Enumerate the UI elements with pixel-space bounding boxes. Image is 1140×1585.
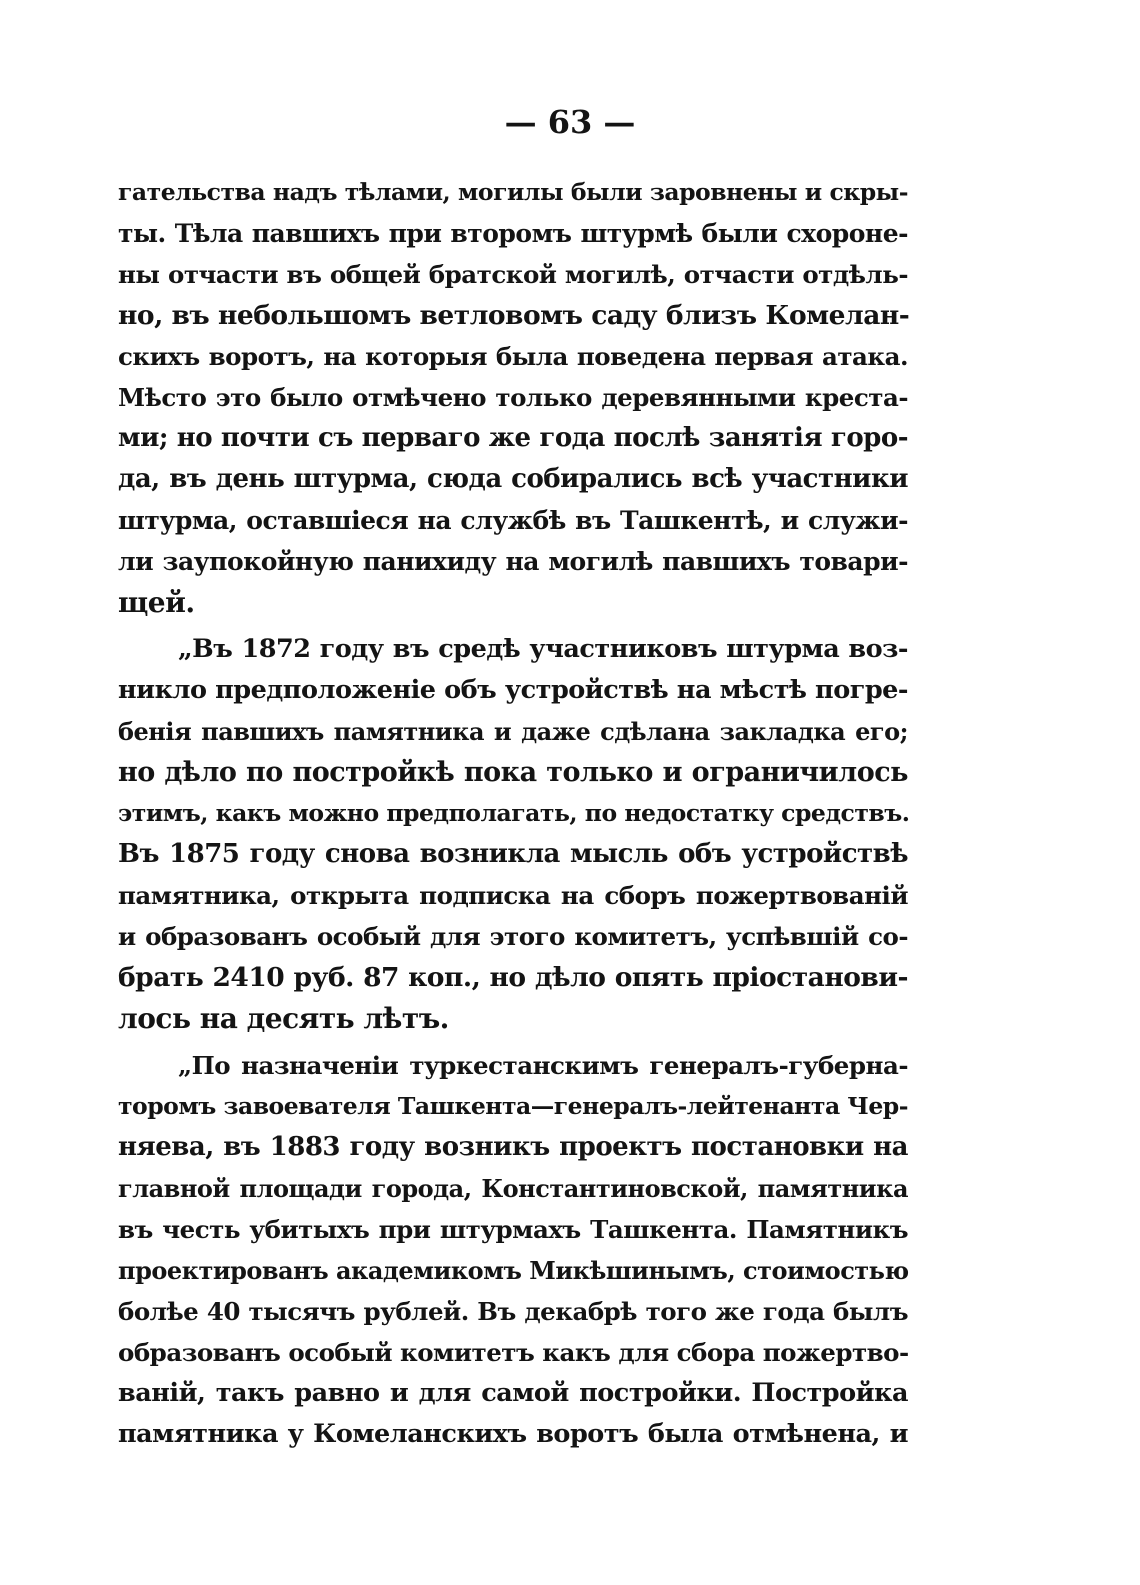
text-line: ты. Тѣла павшихъ при второмъ штурмѣ были схороне- [118, 219, 908, 248]
page-number: — 63 — [504, 103, 636, 141]
text-line: щей. [118, 586, 195, 619]
text-line: да, въ день штурма, сюда собирались всѣ участники [118, 464, 908, 494]
text-line: торомъ завоевателя Ташкента—генералъ-лейтенанта Чер- [118, 1092, 908, 1120]
text-line: Въ 1875 году снова возникла мысль объ устройствѣ [118, 839, 908, 869]
page-text [118, 172, 908, 1455]
text-line: этимъ, какъ можно предполагать, по недостатку средствъ. [118, 799, 910, 827]
text-line: но дѣло по постройкѣ пока только и ограничилось [118, 757, 908, 788]
paragraph-1 [118, 172, 908, 623]
text-line: никло предположеніе объ устройствѣ на мѣстѣ погре- [118, 675, 908, 705]
text-line: но, въ небольшомъ ветловомъ саду близъ Комелан- [118, 300, 910, 331]
text-line: „По назначеніи туркестанскимъ генералъ-губерна- [178, 1051, 908, 1080]
text-line: болѣе 40 тысячъ рублей. Въ декабрѣ того же года былъ [118, 1297, 908, 1326]
text-line: „Въ 1872 году въ средѣ участниковъ штурма воз- [178, 634, 908, 664]
text-line: главной площади города, Константиновской, памятника [118, 1174, 908, 1203]
text-line: образованъ особый комитетъ какъ для сбора пожертво- [118, 1338, 909, 1367]
text-line: и образованъ особый для этого комитетъ, успѣвшій со- [118, 922, 908, 951]
paragraph-2 [118, 629, 908, 1039]
text-line: брать 2410 руб. 87 коп., но дѣло опять пріостанови- [118, 962, 908, 993]
text-line: няева, въ 1883 году возникъ проектъ постановки на [118, 1132, 908, 1162]
text-line: бенія павшихъ памятника и даже сдѣлана закладка его; [118, 717, 908, 746]
text-line: ны отчасти въ общей братской могилѣ, отчасти отдѣль- [118, 260, 908, 289]
text-line: памятника, открыта подписка на сборъ пожертвованій [118, 881, 908, 910]
text-line: лось на десять лѣтъ. [118, 1002, 449, 1035]
text-line: ли заупокойную панихиду на могилѣ павшихъ товари- [118, 547, 908, 576]
paragraph-3 [118, 1045, 908, 1455]
text-line: памятника у Комеланскихъ воротъ была отмѣнена, и [118, 1419, 908, 1449]
text-line: ваній, такъ равно и для самой постройки. Постройка [118, 1378, 908, 1408]
text-line: въ честь убитыхъ при штурмахъ Ташкента. Памятникъ [118, 1215, 908, 1244]
text-line: ми; но почти съ перваго же года послѣ занятія горо- [118, 423, 908, 453]
text-line: гательства надъ тѣлами, могилы были заровнены и скры- [118, 178, 908, 206]
text-line: скихъ воротъ, на которыя была поведена первая атака. [118, 342, 908, 371]
text-line: Мѣсто это было отмѣчено только деревянными креста- [118, 383, 908, 412]
text-line: штурма, оставшіеся на службѣ въ Ташкентѣ, и служи- [118, 506, 908, 535]
text-line: проектированъ академикомъ Микѣшинымъ, стоимостью [118, 1256, 909, 1285]
